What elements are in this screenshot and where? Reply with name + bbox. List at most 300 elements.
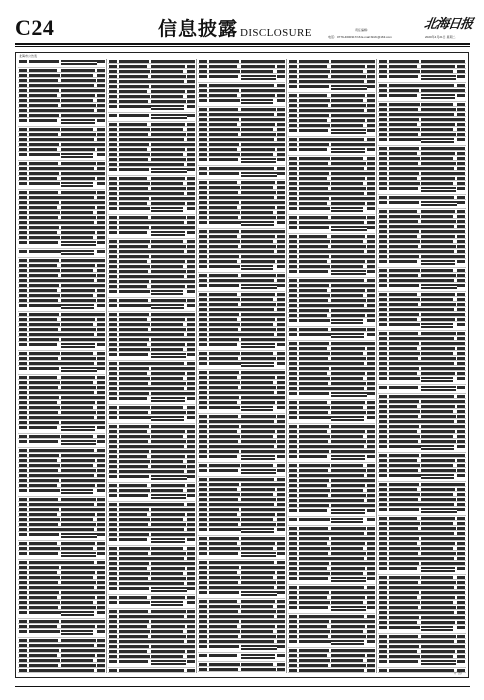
table-cell xyxy=(367,387,375,390)
table-cell xyxy=(289,509,297,512)
table-cell xyxy=(109,123,117,126)
table-cell xyxy=(119,484,147,487)
table-cell xyxy=(299,342,329,345)
table-cell xyxy=(199,172,207,175)
table-cell xyxy=(289,615,297,618)
table-cell xyxy=(97,313,105,316)
editor-line: 责任编辑： xyxy=(355,28,371,32)
table-cell xyxy=(109,80,117,83)
table-cell xyxy=(151,455,185,458)
table-cell xyxy=(379,118,387,121)
table-cell xyxy=(241,343,275,349)
table-cell xyxy=(151,518,183,521)
table-cell xyxy=(379,440,387,443)
table-cell xyxy=(97,386,105,389)
table-cell xyxy=(119,538,147,541)
table-cell xyxy=(187,299,195,302)
table-cell xyxy=(379,70,387,73)
table-cell xyxy=(331,245,366,248)
table-cell xyxy=(331,124,363,127)
table-cell xyxy=(61,547,93,550)
table-cell xyxy=(97,119,105,122)
table-cell xyxy=(187,518,195,521)
table-cell xyxy=(151,231,185,237)
table-cell xyxy=(289,65,297,68)
table-row xyxy=(18,249,105,258)
table-cell xyxy=(119,465,148,468)
table-cell xyxy=(109,192,117,195)
table-cell xyxy=(389,367,419,370)
table-cell xyxy=(289,474,297,477)
table-cell xyxy=(209,89,239,92)
table-cell xyxy=(421,215,453,218)
table-cell xyxy=(421,498,456,501)
table-cell xyxy=(119,513,147,516)
table-cell xyxy=(241,352,273,355)
table-cell xyxy=(457,210,465,213)
table-cell xyxy=(331,270,366,276)
table-cell xyxy=(389,542,417,545)
table-cell xyxy=(389,567,417,570)
table-cell xyxy=(367,411,375,414)
table-cell xyxy=(421,372,455,375)
table-cell xyxy=(199,323,207,326)
table-cell xyxy=(389,400,419,403)
table-cell xyxy=(199,153,207,156)
table-cell xyxy=(209,99,240,102)
table-cell xyxy=(187,425,195,428)
table-cell xyxy=(277,293,285,296)
table-cell xyxy=(331,377,363,380)
table-row xyxy=(18,610,105,619)
table-row xyxy=(378,200,466,209)
table-cell xyxy=(61,401,95,404)
table-cell xyxy=(29,99,60,102)
table-cell xyxy=(241,338,277,341)
table-cell xyxy=(289,649,297,652)
table-cell xyxy=(119,547,150,550)
table-cell xyxy=(299,235,327,238)
table-cell xyxy=(19,416,27,419)
table-cell xyxy=(289,387,297,390)
table-cell xyxy=(389,415,418,418)
table-row xyxy=(288,225,375,234)
table-cell xyxy=(61,449,94,452)
table-cell xyxy=(19,79,27,82)
table-cell xyxy=(421,313,457,316)
table-cell xyxy=(331,284,367,287)
table-cell xyxy=(289,425,297,428)
table-cell xyxy=(289,430,297,433)
table-cell xyxy=(151,655,183,658)
table-cell xyxy=(331,630,363,633)
table-cell xyxy=(187,416,195,419)
table-cell xyxy=(379,626,387,629)
table-cell xyxy=(209,284,239,287)
table-cell xyxy=(209,230,239,233)
table-cell xyxy=(379,640,387,643)
table-cell xyxy=(379,240,387,243)
table-cell xyxy=(119,128,150,131)
table-cell xyxy=(457,260,465,263)
table-cell xyxy=(389,362,421,365)
table-cell xyxy=(187,158,195,161)
table-cell xyxy=(299,601,330,604)
table-cell xyxy=(19,630,27,633)
table-cell xyxy=(277,386,285,389)
table-cell xyxy=(209,435,240,438)
table-cell xyxy=(151,348,183,351)
table-cell xyxy=(241,84,274,87)
table-cell xyxy=(277,668,285,671)
table-cell xyxy=(389,621,417,624)
table-cell xyxy=(289,527,297,530)
table-cell xyxy=(119,440,148,443)
table-cell xyxy=(277,113,285,116)
table-cell xyxy=(299,367,329,370)
table-cell xyxy=(97,376,105,379)
table-cell xyxy=(109,231,117,234)
table-cell xyxy=(379,230,387,233)
table-cell xyxy=(289,635,297,638)
table-cell xyxy=(277,221,285,224)
table-cell xyxy=(457,108,465,111)
table-cell xyxy=(119,582,151,585)
table-cell xyxy=(389,138,421,141)
table-cell xyxy=(209,338,239,341)
table-cell xyxy=(109,470,117,473)
table-cell xyxy=(379,332,387,335)
table-cell xyxy=(151,168,187,174)
table-cell xyxy=(61,148,95,151)
table-cell xyxy=(199,645,207,648)
table-cell xyxy=(457,415,465,418)
table-cell xyxy=(379,138,387,141)
table-row xyxy=(108,396,195,405)
table-cell xyxy=(109,557,117,560)
table-cell xyxy=(199,445,207,448)
table-cell xyxy=(389,108,418,111)
table-cell xyxy=(19,328,27,331)
table-cell xyxy=(457,313,465,316)
table-cell xyxy=(199,265,207,268)
table-cell xyxy=(299,464,330,467)
table-cell xyxy=(119,133,148,136)
table-cell xyxy=(209,576,240,579)
table-cell xyxy=(367,99,375,102)
table-cell xyxy=(331,114,367,117)
table-cell xyxy=(61,484,95,487)
table-row xyxy=(18,342,105,351)
table-cell xyxy=(119,411,148,414)
table-cell xyxy=(19,474,27,477)
table-cell xyxy=(421,318,455,321)
table-cell xyxy=(331,279,364,282)
table-cell xyxy=(457,337,465,340)
table-cell xyxy=(209,455,237,458)
table-row xyxy=(288,415,375,424)
table-cell xyxy=(277,430,285,433)
table-cell xyxy=(367,284,375,287)
table-cell xyxy=(61,630,93,636)
table-cell xyxy=(109,197,117,200)
table-cell xyxy=(379,337,387,340)
table-cell xyxy=(29,416,61,419)
table-cell xyxy=(331,649,367,652)
table-cell xyxy=(241,440,276,443)
table-cell xyxy=(19,114,27,117)
table-cell xyxy=(379,123,387,126)
table-cell xyxy=(151,240,183,243)
table-cell xyxy=(187,240,195,243)
table-cell xyxy=(379,172,387,175)
table-cell xyxy=(97,606,105,609)
table-cell xyxy=(379,611,387,614)
table-cell xyxy=(299,489,330,492)
table-cell xyxy=(367,596,375,599)
table-cell xyxy=(389,260,417,263)
table-cell xyxy=(119,240,150,243)
table-cell xyxy=(119,197,149,200)
table-cell xyxy=(389,274,418,277)
table-cell xyxy=(61,153,93,159)
table-cell xyxy=(379,182,387,185)
table-cell xyxy=(367,367,375,370)
table-cell xyxy=(421,586,454,589)
table-cell xyxy=(119,123,147,126)
table-cell xyxy=(457,430,465,433)
table-cell xyxy=(29,333,61,336)
table-cell xyxy=(277,625,285,628)
table-cell xyxy=(379,269,387,272)
table-cell xyxy=(389,474,421,477)
table-cell xyxy=(421,303,456,306)
table-cell xyxy=(389,503,421,506)
table-cell xyxy=(367,499,375,502)
table-cell xyxy=(109,100,117,103)
table-cell xyxy=(61,109,94,112)
table-cell xyxy=(119,323,150,326)
table-cell xyxy=(199,128,207,131)
table-cell xyxy=(421,260,455,266)
table-cell xyxy=(151,367,187,370)
table-cell xyxy=(209,323,240,326)
table-cell xyxy=(97,236,105,239)
table-cell xyxy=(367,625,375,628)
table-cell xyxy=(389,279,421,282)
table-cell xyxy=(241,376,275,379)
table-cell xyxy=(331,659,363,662)
table-cell xyxy=(61,367,97,373)
table-cell xyxy=(61,299,96,302)
table-cell xyxy=(241,425,277,428)
table-row xyxy=(288,332,375,341)
table-cell xyxy=(241,478,274,481)
table-cell xyxy=(299,484,327,487)
table-cell xyxy=(241,635,276,638)
table-cell xyxy=(119,625,147,628)
table-cell xyxy=(209,158,238,161)
table-cell xyxy=(299,425,329,428)
table-cell xyxy=(331,654,365,657)
table-cell xyxy=(61,226,97,229)
table-cell xyxy=(299,440,328,443)
table-row xyxy=(378,625,466,634)
table-cell xyxy=(61,601,93,604)
table-cell xyxy=(457,454,465,457)
table-cell xyxy=(367,192,375,195)
table-cell xyxy=(97,172,105,175)
table-cell xyxy=(209,352,240,355)
table-cell xyxy=(29,294,60,297)
table-cell xyxy=(241,293,275,296)
table-cell xyxy=(241,323,273,326)
table-cell xyxy=(421,493,453,496)
table-cell xyxy=(289,562,297,565)
table-cell xyxy=(389,201,419,204)
table-cell xyxy=(289,162,297,165)
table-cell xyxy=(289,177,297,180)
table-cell xyxy=(151,557,184,560)
table-row xyxy=(18,668,105,673)
table-cell xyxy=(299,372,327,375)
table-cell xyxy=(299,75,328,78)
table-cell xyxy=(29,172,59,175)
table-cell xyxy=(379,367,387,370)
table-cell xyxy=(209,513,237,516)
table-cell xyxy=(109,660,117,663)
table-cell xyxy=(61,313,97,316)
table-cell xyxy=(299,260,327,263)
table-cell xyxy=(379,562,387,565)
table-cell xyxy=(389,225,421,228)
table-cell xyxy=(61,591,97,594)
table-cell xyxy=(277,547,285,550)
table-cell xyxy=(289,265,297,268)
table-cell xyxy=(19,69,27,72)
table-cell xyxy=(289,157,297,160)
table-cell xyxy=(331,99,363,102)
table-cell xyxy=(199,313,207,316)
table-cell xyxy=(389,552,418,555)
table-cell xyxy=(379,386,387,389)
table-cell xyxy=(241,430,275,433)
table-cell xyxy=(19,664,27,667)
table-cell xyxy=(119,168,149,171)
table-cell xyxy=(97,503,105,506)
column-4 xyxy=(288,59,375,675)
table-cell xyxy=(19,148,27,151)
table-cell xyxy=(241,620,277,623)
table-cell xyxy=(299,557,331,560)
table-cell xyxy=(241,469,276,475)
table-cell xyxy=(277,250,285,253)
table-cell xyxy=(421,386,456,392)
table-cell xyxy=(19,547,27,550)
table-cell xyxy=(109,455,117,458)
table-cell xyxy=(389,172,419,175)
table-cell xyxy=(331,260,365,263)
table-cell xyxy=(299,664,328,667)
table-cell xyxy=(19,231,27,234)
table-cell xyxy=(97,333,105,336)
table-cell xyxy=(97,99,105,102)
table-cell xyxy=(379,395,387,398)
table-cell xyxy=(331,430,365,433)
table-cell xyxy=(367,304,375,307)
table-cell xyxy=(421,669,454,672)
table-cell xyxy=(97,89,105,92)
table-cell xyxy=(151,425,187,428)
table-cell xyxy=(241,133,276,136)
table-cell xyxy=(241,503,274,506)
table-cell xyxy=(367,299,375,302)
table-cell xyxy=(367,216,375,219)
table-cell xyxy=(19,236,27,239)
table-cell xyxy=(29,542,57,545)
table-cell xyxy=(29,114,59,117)
table-cell xyxy=(421,503,454,506)
table-cell xyxy=(29,611,61,614)
table-cell xyxy=(199,381,207,384)
table-cell xyxy=(97,279,105,282)
table-cell xyxy=(151,450,187,453)
table-cell xyxy=(367,372,375,375)
table-cell xyxy=(199,230,207,233)
table-cell xyxy=(19,84,27,87)
table-cell xyxy=(209,123,237,126)
table-cell xyxy=(109,60,117,63)
table-cell xyxy=(151,372,185,375)
table-cell xyxy=(421,527,456,530)
table-cell xyxy=(29,581,58,584)
table-cell xyxy=(109,168,117,171)
table-cell xyxy=(379,128,387,131)
table-cell xyxy=(209,206,237,209)
table-cell xyxy=(299,192,331,195)
table-cell xyxy=(389,182,420,185)
table-cell xyxy=(151,343,185,346)
table-cell xyxy=(199,547,207,550)
table-cell xyxy=(29,386,58,389)
table-cell xyxy=(151,494,186,500)
table-cell xyxy=(331,129,366,135)
table-cell xyxy=(29,561,61,564)
table-cell xyxy=(379,152,387,155)
table-cell xyxy=(421,240,453,243)
table-cell xyxy=(379,425,387,428)
table-cell xyxy=(379,508,387,511)
table-cell xyxy=(61,143,97,146)
table-cell xyxy=(199,663,207,666)
table-cell xyxy=(379,596,387,599)
table-cell xyxy=(199,89,207,92)
table-cell xyxy=(289,207,297,210)
table-row xyxy=(378,74,466,83)
table-cell xyxy=(199,401,207,404)
table-cell xyxy=(187,625,195,628)
table-cell xyxy=(119,338,149,341)
table-cell xyxy=(367,221,375,224)
table-cell xyxy=(277,328,285,331)
table-cell xyxy=(97,167,105,170)
table-cell xyxy=(19,528,27,531)
table-cell xyxy=(389,177,417,180)
table-cell xyxy=(199,455,207,458)
table-cell xyxy=(379,60,387,63)
table-cell xyxy=(61,182,93,188)
table-cell xyxy=(199,250,207,253)
